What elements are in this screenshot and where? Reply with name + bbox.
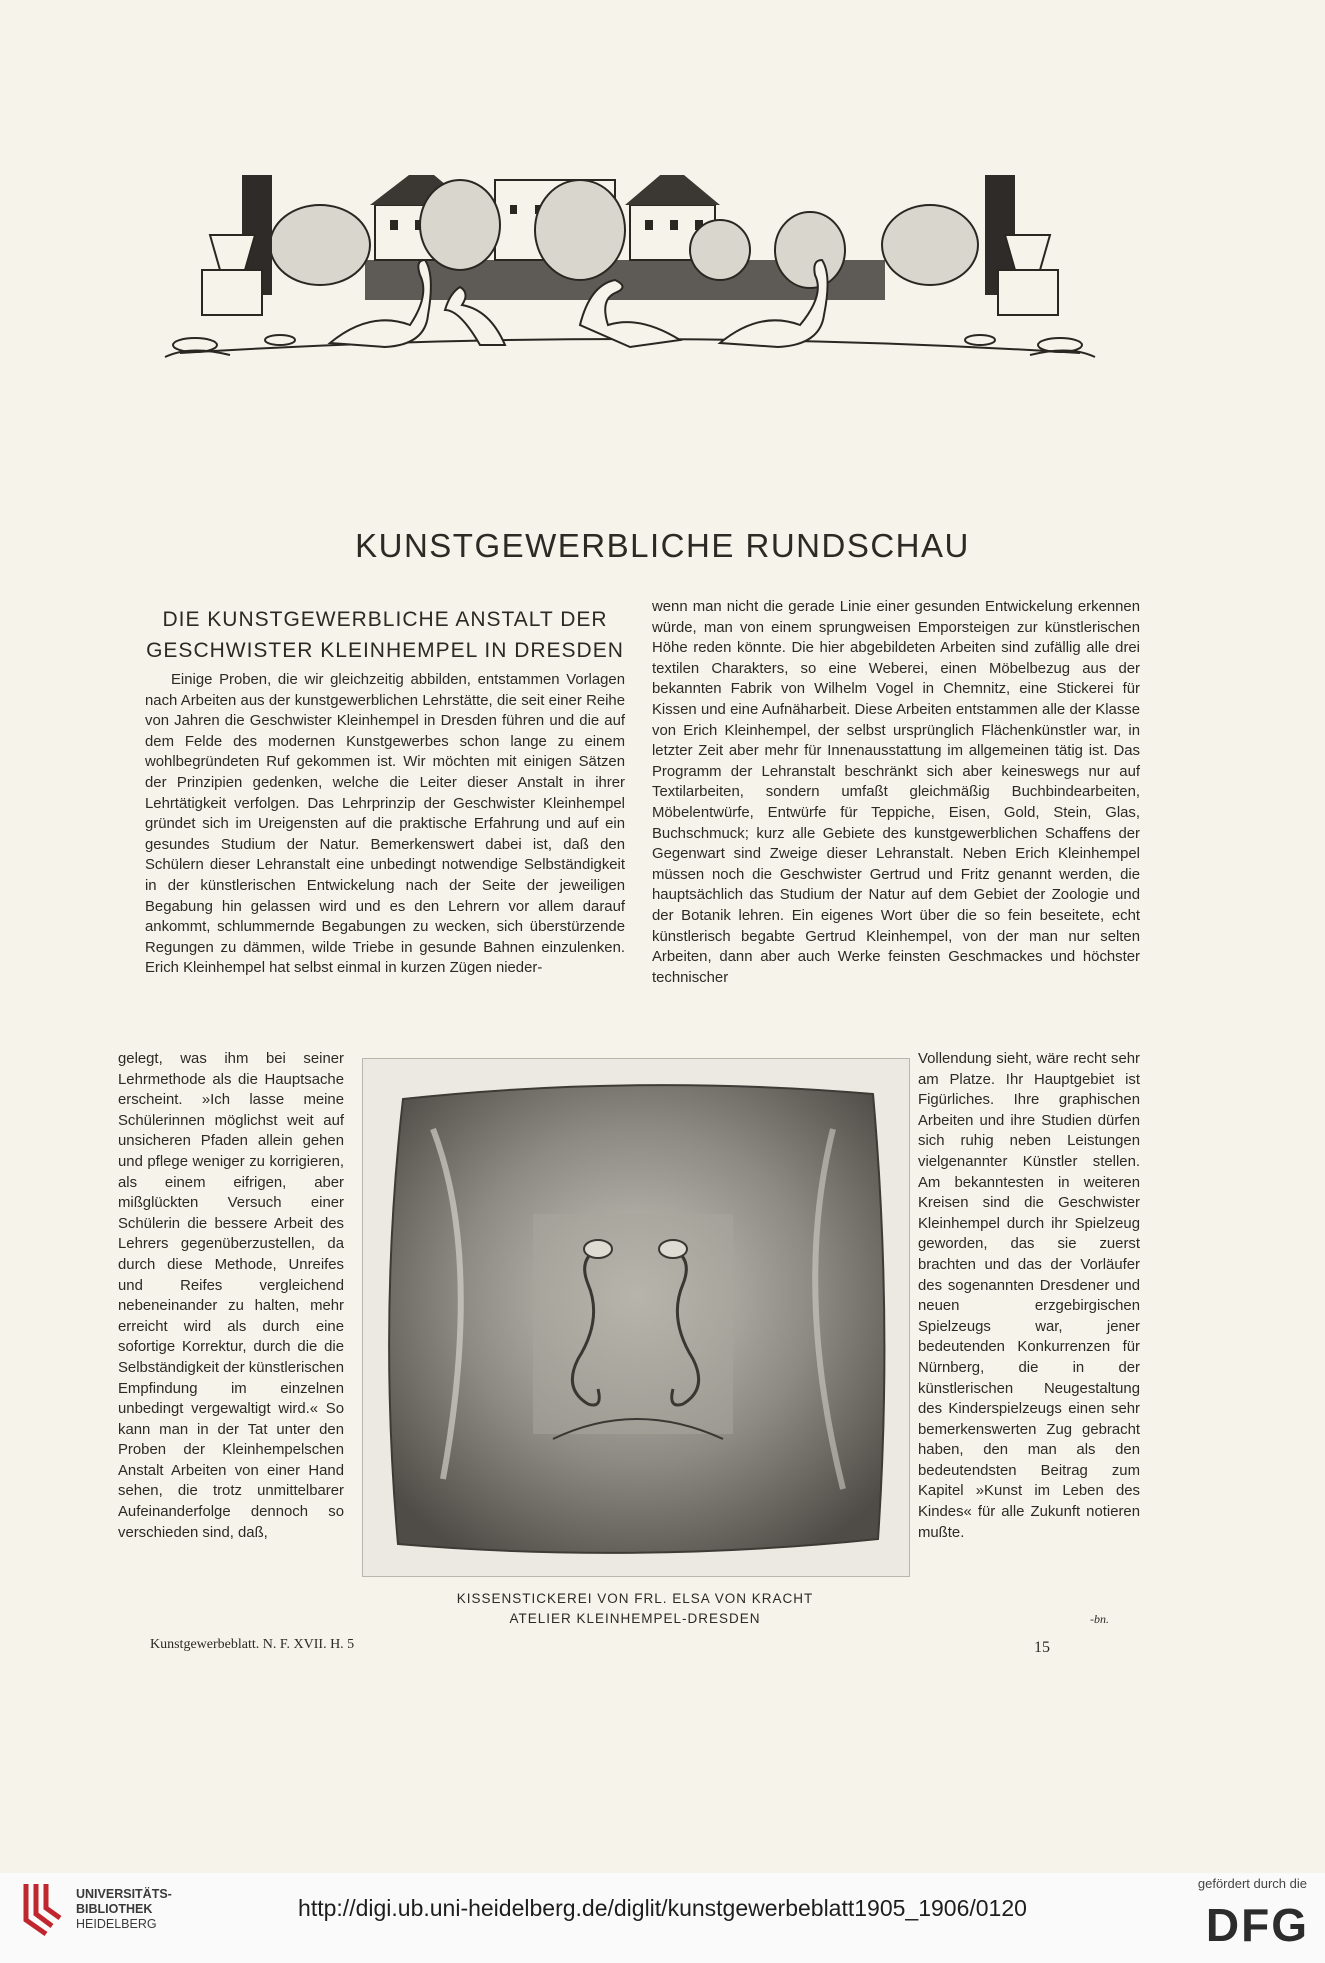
article-right-narrow-paragraph: Vollendung sieht, wäre recht sehr am Platze. Ihr Hauptgebiet ist Figürliches. Ihre graphischen Arbeiten und ihre Studien dürfen sich ruhig neben Leistungen vielgenannter Künstler stellen. Am bekanntesten in weiteren Kreisen sind die Geschwister Kleinhempel durch ihr Spielzeug geworden, das sie zuerst brachten und das der Vorläufer des sogenannten Dresdener und neuen erzgebirgischen Spielzeugs war, jener bedeutenden Konkurrenzen für Nürnberg, die in der künstlerischen Neugestaltung des Kinderspielzeugs einen sehr bemerkenswerten Zug gebracht haben, den man als den bedeutendsten Beitrag zum Kapitel »Kunst im Leben des Kindes« für alle Zukunft notieren mußte. xyxy=(918,1051,1140,1541)
article-left-narrow-paragraph: gelegt, was ihm bei seiner Lehrmethode als die Hauptsache erscheint. »Ich lasse meine Schülerinnen möglichst weit auf unsicheren Pfaden allein gehen und pflege weniger zu korrigieren, als einem eifrigen, aber mißglückten Versuch einer Schülerin die bessere Arbeit des Lehrers gegenüberzustellen, da durch diese Methode, Unreifes und Reifes vergleichend nebeneinander zu halten, mehr erreicht wird als durch eine sofortige Korrektur, durch die die Selbständigkeit der künstlerischen Empfindung im einzelnen unbedingt vergewaltigt wird.« So kann man in der Tat unter den Proben der Kleinhempelschen Anstalt Arbeiten von einer Hand sehen, die trotz unmittelbarer Aufeinanderfolge dennoch so verschieden sind, daß, xyxy=(118,1051,344,1541)
article-left-paragraph: Einige Proben, die wir gleichzeitig abbilden, entstammen Vorlagen nach Arbeiten aus der kunstgewerblichen Lehrstätte, die seit einer Reihe von Jahren die Geschwister Kleinhempel in Dresden führen und die auf dem Felde des modernen Kunstgewerbes schon lange zu einem wohlbegründeten Ruf gekommen ist. Wir möchten mit einigen Sätzen der Prinzipien gedenken, welche die Leiter dieser Anstalt in ihrer Lehrtätigkeit verfolgen. Das Lehrprinzip der Geschwister Kleinhempel gründet sich im Ureigensten auf die praktische Erfahrung und auf ein gesundes Studium der Natur. Bemerkenswert dabei ist, daß den Schülern dieser Lehranstalt eine unbedingt notwendige Selbständigkeit in der künstlerischen Entwickelung nach der Seite der jeweiligen Begabung hin gelassen wird und es den Lehrern vor allem darauf ankommt, schlummernde Begabungen zu wecken, sich überstürzende Regungen zu dämmen, wilde Triebe in gesunde Bahnen einzulenken. Erich Kleinhempel hat selbst einmal in kurzen Zügen nieder- xyxy=(145,672,625,977)
header-vignette-illustration xyxy=(160,175,1100,460)
figure-caption-line-2: ATELIER KLEINHEMPEL-DRESDEN xyxy=(509,1611,761,1626)
sponsor-note: gefördert durch die xyxy=(1197,1876,1307,1891)
figure-caption xyxy=(362,1589,908,1629)
library-name-line-1: UNIVERSITÄTS- xyxy=(76,1887,172,1901)
pillow-photograph xyxy=(362,1058,910,1577)
page-title: KUNSTGEWERBLICHE RUNDSCHAU xyxy=(355,527,970,564)
article-right-column xyxy=(652,597,1140,988)
article-left-column xyxy=(145,605,625,979)
pillow-embroidery-illustration xyxy=(363,1059,909,1576)
article-heading-line-1: DIE KUNSTGEWERBLICHE ANSTALT DER xyxy=(162,608,608,631)
article-right-paragraph: wenn man nicht die gerade Linie einer gesunden Entwickelung erkennen würde, man von einem sprungweisen Emporsteigen zur künstlerischen Höhe reden könnte. Die hier abgebildeten Arbeiten sind zufällig alle drei textilen Charakters, so eine Weberei, einen Möbelbezug aus der bekannten Fabrik von Wilhelm Vogel in Chemnitz, eine Stickerei für Kissen und eine Aufnäharbeit. Diese Arbeiten entstammen alle der Klasse von Erich Kleinhempel, der selbst ursprünglich Flächenkünstler war, in letzter Zeit aber mehr für Innenausstattung im allgemeinen tätig ist. Das Programm der Lehranstalt beschränkt sich aber keineswegs nur auf Textilarbeiten, sondern umfaßt gleichmäßig Buchbindearbeiten, Möbelentwürfe, Entwürfe für Teppiche, Eisen, Gold, Stein, Glas, Buchschmuck; kurz alle Gebiete des kunstgewerblichen Schaffens der Gegenwart sind Zweige dieser Lehranstalt. Neben Erich Kleinhempel müssen noch die Geschwister Gertrud und Fritz genannt werden, die hauptsächlich das Studium der Natur auf dem Gebiet der Zoologie und der Botanik lehren. Ein eigenes Wort über die so fein beseitete, echt künstlerisch begabte Gertrud Kleinhempel, von der man nur selten Arbeiten, dann aber auch Werke feinsten Geschmackes und höchster technischer xyxy=(652,599,1140,986)
figure-caption-line-1: KISSENSTICKEREI VON FRL. ELSA VON KRACHT xyxy=(456,1591,814,1606)
source-url-link[interactable]: http://digi.ub.uni-heidelberg.de/diglit/kunstgewerbeblatt1905_1906/0120 xyxy=(298,1895,1027,1921)
journal-reference: Kunstgewerbeblatt. N. F. XVII. H. 5 xyxy=(150,1637,355,1652)
library-name-line-2: BIBLIOTHEK xyxy=(76,1902,153,1916)
article-heading-line-2: GESCHWISTER KLEINHEMPEL IN DRESDEN xyxy=(146,639,624,662)
dfg-logo: DFG xyxy=(1205,1899,1309,1951)
library-name-line-3: HEIDELBERG xyxy=(76,1917,157,1931)
article-left-narrow-column xyxy=(118,1049,344,1543)
author-signature: -bn. xyxy=(1090,1612,1109,1626)
article-right-narrow-column xyxy=(918,1049,1140,1543)
page-number: 15 xyxy=(1034,1639,1050,1656)
